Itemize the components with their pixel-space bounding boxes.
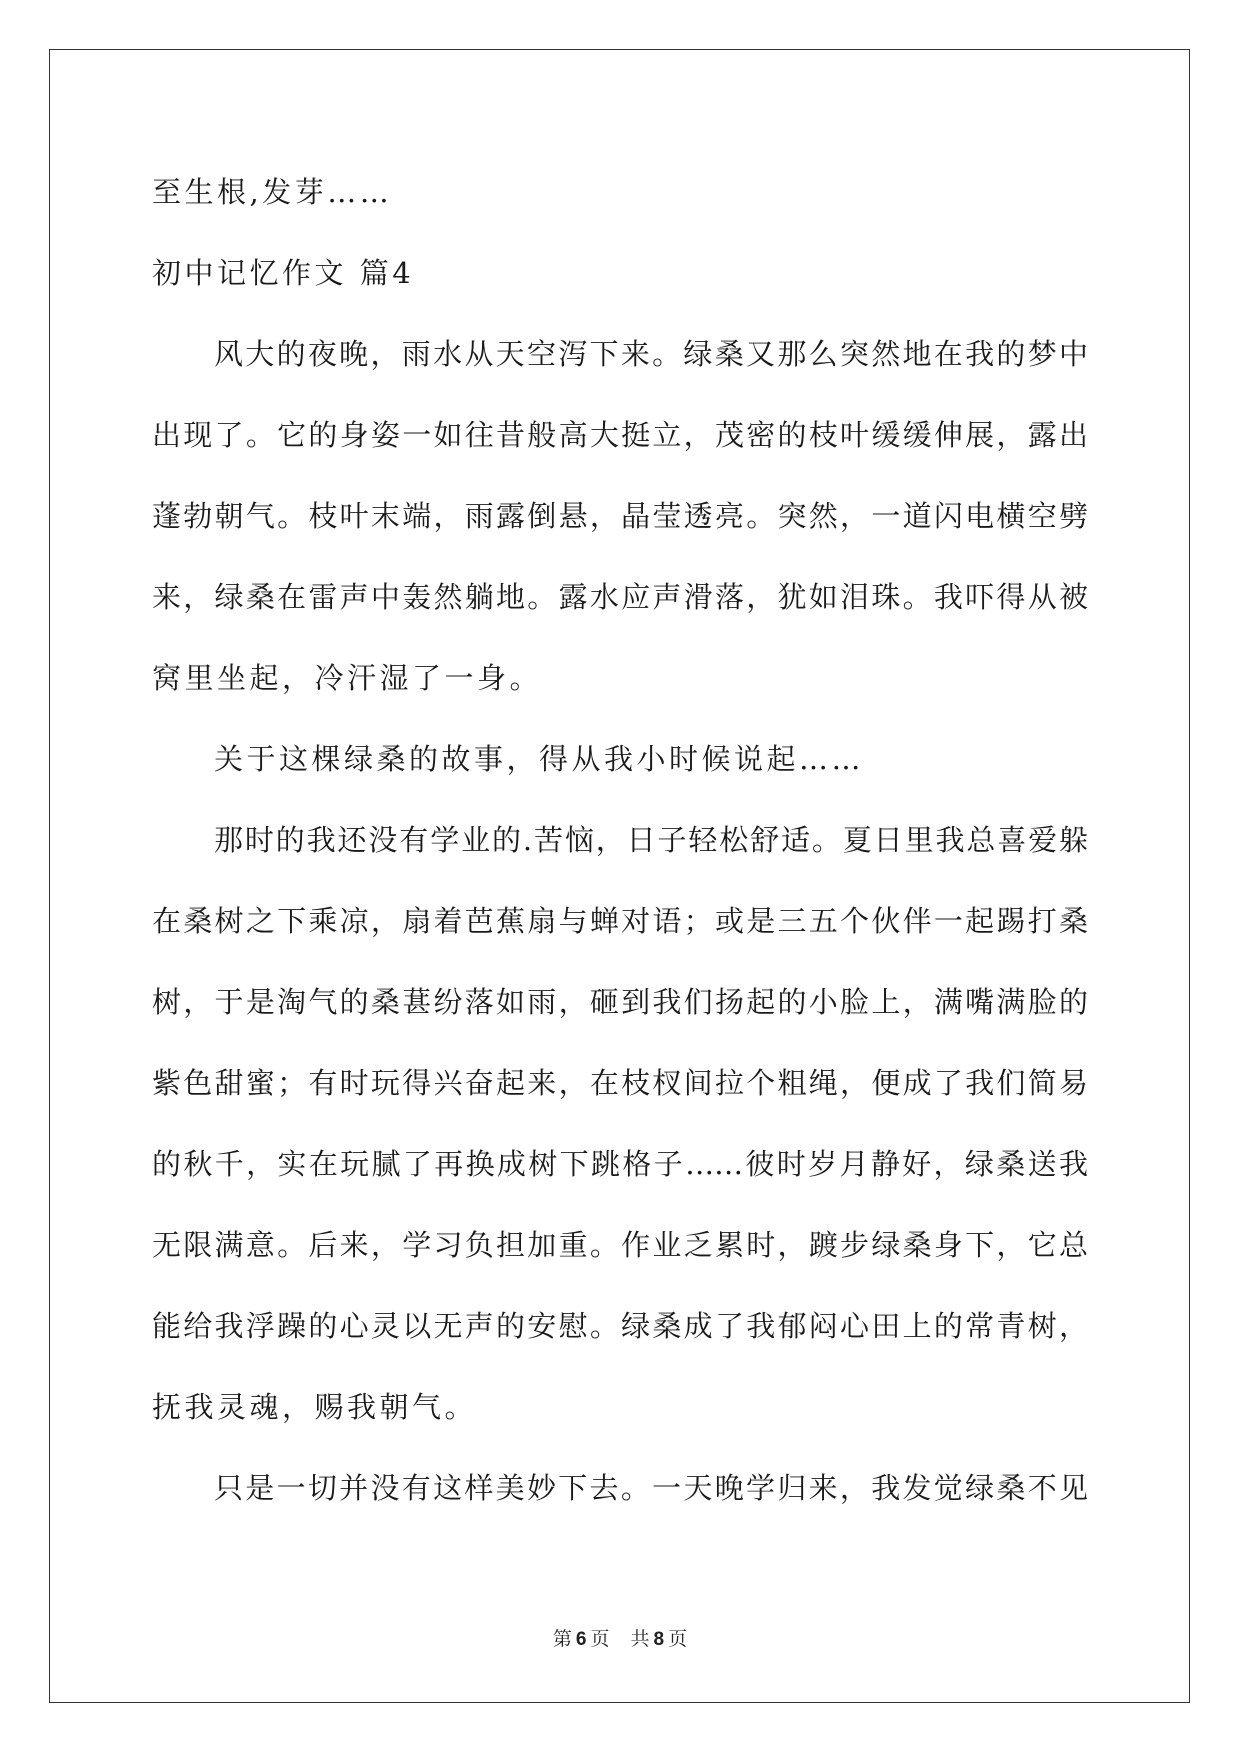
text-line: 关于这棵绿桑的故事，得从我小时候说起…… (214, 742, 865, 776)
text-line: 出现了。它的身姿一如往昔般高大挺立，茂密的枝叶缓缓伸展，露出 (152, 418, 1088, 452)
text-line: 那时的我还没有学业的.苦恼，日子轻松舒适。夏日里我总喜爱躲 (214, 823, 1088, 857)
text-line: 初中记忆作文 篇4 (152, 256, 415, 290)
text-line: 紫色甜蜜；有时玩得兴奋起来，在枝杈间拉个粗绳，便成了我们简易 (152, 1066, 1088, 1100)
text-line: 无限满意。后来，学习负担加重。作业乏累时，踱步绿桑身下，它总 (152, 1228, 1088, 1262)
text-line: 抚我灵魂，赐我朝气。 (152, 1390, 478, 1424)
text-line: 能给我浮躁的心灵以无声的安慰。绿桑成了我郁闷心田上的常青树， (152, 1309, 1088, 1343)
document-body (152, 165, 1088, 1542)
footer-total-prefix: 共 (630, 1628, 651, 1650)
text-line: 窝里坐起，冷汗湿了一身。 (152, 661, 543, 695)
text-line: 树，于是淘气的桑葚纷落如雨，砸到我们扬起的小脸上，满嘴满脸的 (152, 985, 1088, 1019)
text-line: 来，绿桑在雷声中轰然躺地。露水应声滑落，犹如泪珠。我吓得从被 (152, 580, 1088, 614)
text-line: 风大的夜晚，雨水从天空泻下来。绿桑又那么突然地在我的梦中 (214, 337, 1088, 371)
page-footer (0, 1625, 1241, 1654)
footer-page-suffix: 页 (590, 1628, 611, 1650)
text-line: 只是一切并没有这样美妙下去。一天晚学归来，我发觉绿桑不见 (214, 1471, 1088, 1505)
text-line: 至生根,发芽…… (152, 175, 393, 209)
footer-prefix: 第 (552, 1628, 573, 1650)
total-pages-number: 8 (653, 1629, 666, 1650)
text-line: 的秋千，实在玩腻了再换成树下跳格子……彼时岁月静好，绿桑送我 (152, 1147, 1088, 1181)
current-page-number: 6 (575, 1629, 588, 1650)
text-line: 蓬勃朝气。枝叶末端，雨露倒悬，晶莹透亮。突然，一道闪电横空劈 (152, 499, 1088, 533)
footer-total-suffix: 页 (668, 1628, 689, 1650)
text-line: 在桑树之下乘凉，扇着芭蕉扇与蝉对语；或是三五个伙伴一起踢打桑 (152, 904, 1088, 938)
